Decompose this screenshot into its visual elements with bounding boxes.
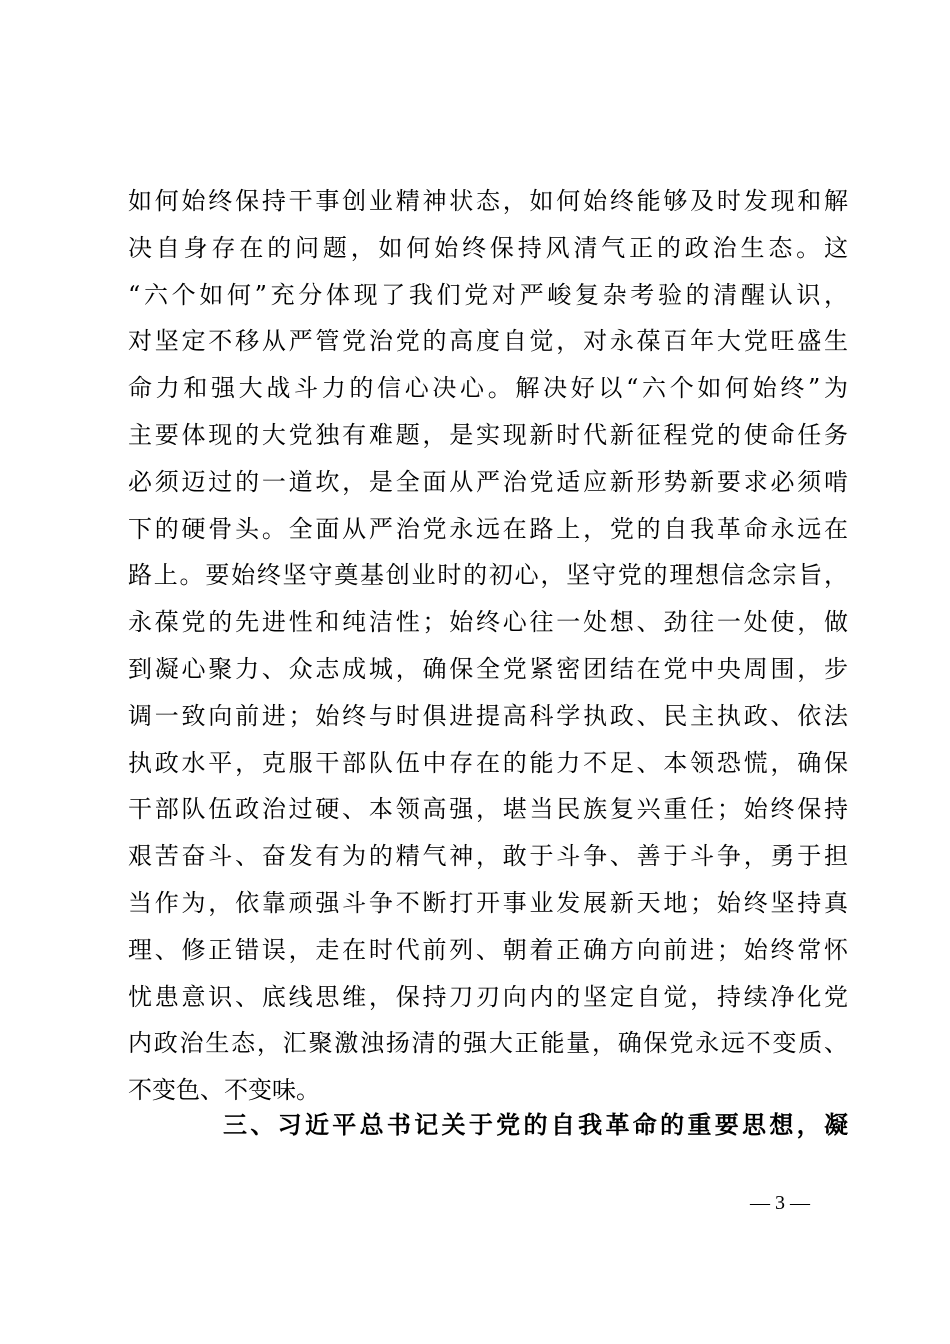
paragraph-line: 对坚定不移从严管党治党的高度自觉，对永葆百年大党旺盛生: [128, 327, 848, 356]
paragraph-line: 到凝心聚力、众志成城，确保全党紧密团结在党中央周围，步: [128, 654, 848, 683]
section-heading: 三、习近平总书记关于党的自我革命的重要思想，凝: [223, 1111, 848, 1139]
body-paragraph: [128, 178, 848, 1114]
paragraph-line: 执政水平，克服干部队伍中存在的能力不足、本领恐慌，确保: [128, 748, 848, 777]
paragraph-line: 永葆党的先进性和纯洁性；始终心往一处想、劲往一处使，做: [128, 608, 848, 637]
paragraph-line: 命力和强大战斗力的信心决心。解决好以“六个如何始终”为: [128, 374, 848, 403]
paragraph-line: 必须迈过的一道坎，是全面从严治党适应新形势新要求必须啃: [128, 467, 848, 496]
paragraph-line: 当作为，依靠顽强斗争不断打开事业发展新天地；始终坚持真: [128, 888, 848, 917]
paragraph-line: 调一致向前进；始终与时俱进提高科学执政、民主执政、依法: [128, 701, 848, 730]
paragraph-line: 理、修正错误，走在时代前列、朝着正确方向前进；始终常怀: [128, 935, 848, 964]
page-number: — 3 —: [750, 1192, 810, 1214]
paragraph-line: 如何始终保持干事创业精神状态，如何始终能够及时发现和解: [128, 187, 848, 215]
paragraph-line: 忧患意识、底线思维，保持刀刃向内的坚定自觉，持续净化党: [128, 982, 848, 1011]
paragraph-line: 路上。要始终坚守奠基创业时的初心，坚守党的理想信念宗旨，: [128, 561, 848, 590]
paragraph-line: 不变色、不变味。: [128, 1076, 320, 1105]
paragraph-line: 主要体现的大党独有难题，是实现新时代新征程党的使命任务: [128, 420, 848, 449]
paragraph-line: 艰苦奋斗、奋发有为的精气神，敢于斗争、善于斗争，勇于担: [128, 842, 848, 871]
paragraph-line: 内政治生态，汇聚激浊扬清的强大正能量，确保党永远不变质、: [128, 1029, 848, 1058]
paragraph-line: 决自身存在的问题，如何始终保持风清气正的政治生态。这: [128, 233, 848, 262]
paragraph-line: “六个如何”充分体现了我们党对严峻复杂考验的清醒认识，: [128, 280, 848, 309]
paragraph-line: 下的硬骨头。全面从严治党永远在路上，党的自我革命永远在: [128, 514, 848, 543]
paragraph-line: 干部队伍政治过硬、本领高强，堪当民族复兴重任；始终保持: [128, 795, 848, 824]
